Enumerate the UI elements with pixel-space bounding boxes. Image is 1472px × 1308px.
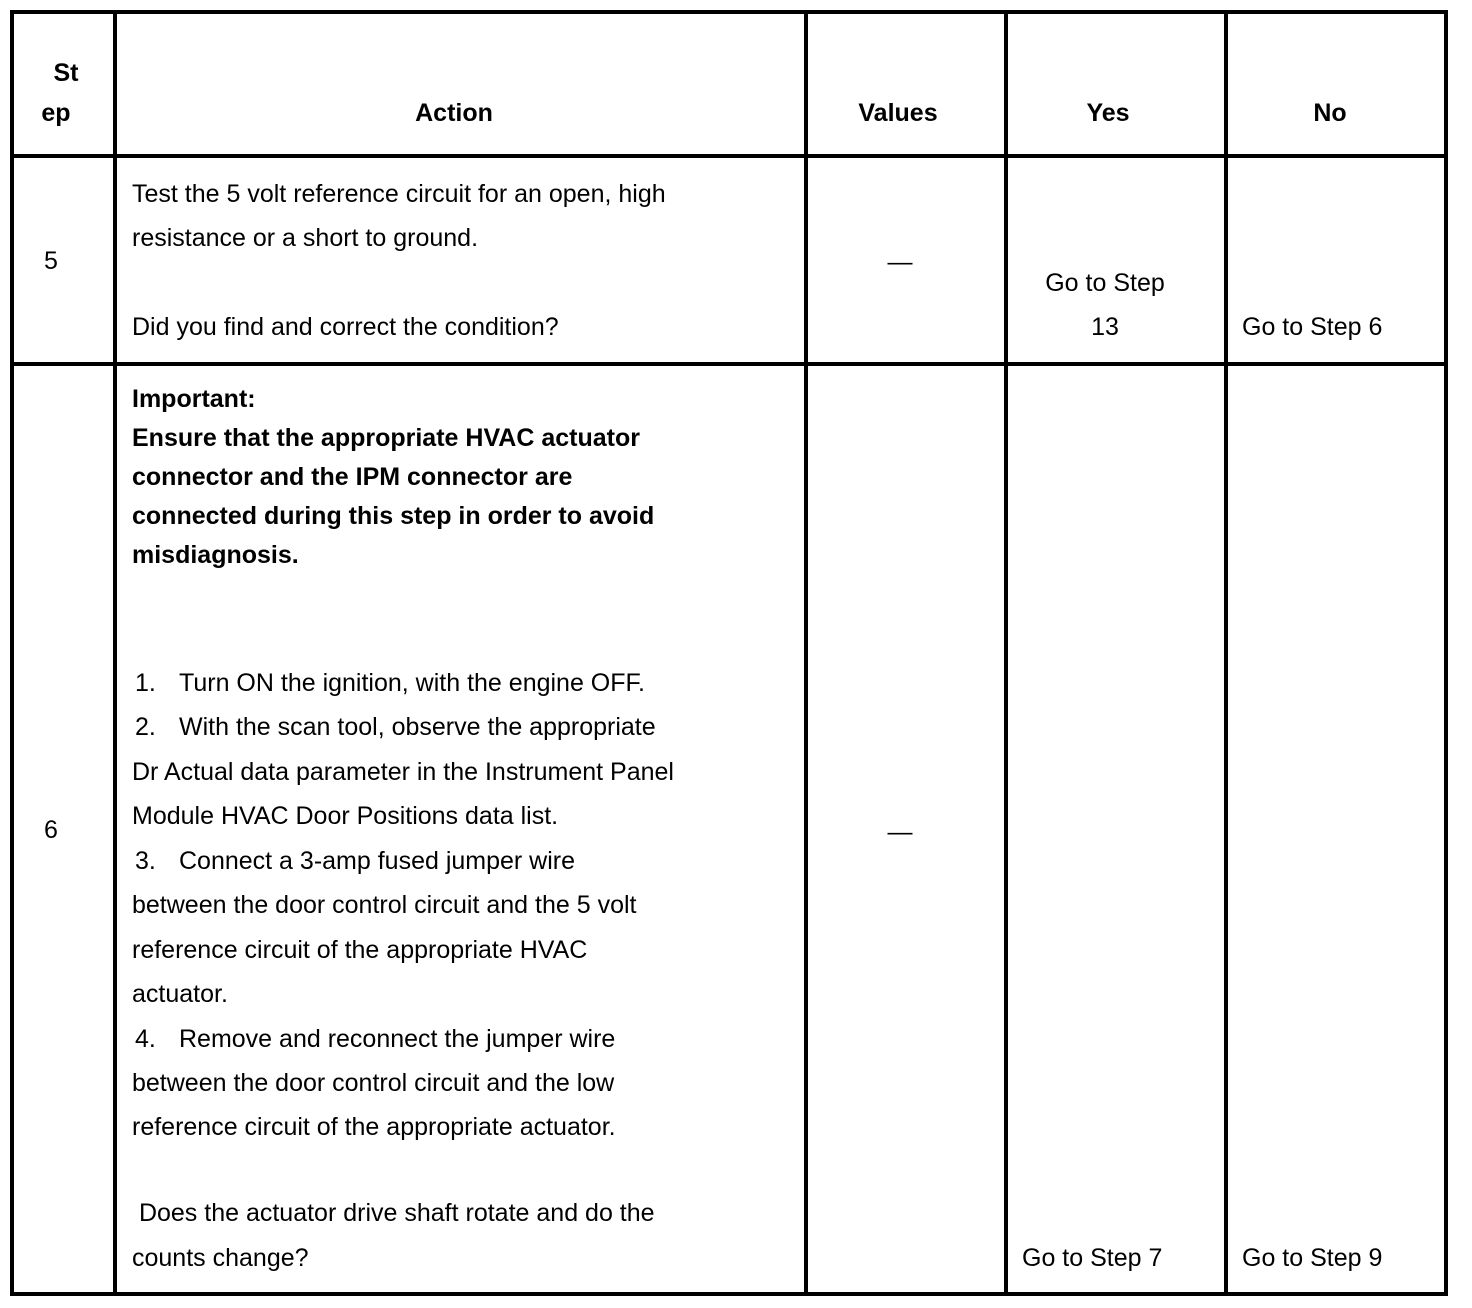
action-text: Test the 5 volt reference circuit for an open, high — [132, 180, 666, 208]
header-yes: Yes — [1086, 99, 1130, 127]
column-divider — [113, 10, 117, 1296]
list-text: between the door control circuit and the 5 volt — [132, 891, 637, 919]
action-question: Does the actuator drive shaft rotate and do the — [132, 1199, 655, 1227]
header-values: Values — [858, 99, 938, 127]
step-number: 5 — [44, 247, 58, 275]
list-text: actuator. — [132, 980, 228, 1008]
list-text: Dr Actual data parameter in the Instrument Panel — [132, 758, 674, 786]
header-step-line2: ep — [41, 99, 71, 127]
action-question: counts change? — [132, 1244, 309, 1272]
list-text: With the scan tool, observe the appropriate — [179, 713, 656, 741]
important-text: misdiagnosis. — [132, 541, 299, 569]
list-text: Remove and reconnect the jumper wire — [179, 1025, 616, 1053]
list-text: Connect a 3-amp fused jumper wire — [179, 847, 576, 875]
row-divider — [10, 362, 1448, 366]
step-number: 6 — [44, 816, 58, 844]
important-label: Important: — [132, 385, 256, 413]
list-number: 3. — [135, 847, 156, 875]
yes-cell: Go to Step 7 — [1022, 1244, 1163, 1272]
table-border-right — [1444, 10, 1448, 1296]
important-text: Ensure that the appropriate HVAC actuator — [132, 424, 640, 452]
list-text: between the door control circuit and the low — [132, 1069, 615, 1097]
no-cell: Go to Step 6 — [1242, 313, 1383, 341]
list-text: Module HVAC Door Positions data list. — [132, 802, 559, 830]
action-question: Did you find and correct the condition? — [132, 313, 559, 341]
important-text: connected during this step in order to avoid — [132, 502, 655, 530]
table-border-bottom — [10, 1292, 1448, 1296]
list-text: Turn ON the ignition, with the engine OFF. — [179, 669, 645, 697]
table-border-top — [10, 10, 1448, 14]
header-action: Action — [415, 99, 493, 127]
list-text: reference circuit of the appropriate actuator. — [132, 1113, 616, 1141]
column-divider — [1004, 10, 1008, 1296]
list-text: reference circuit of the appropriate HVAC — [132, 936, 588, 964]
important-text: connector and the IPM connector are — [132, 463, 573, 491]
values-cell: — — [887, 818, 913, 846]
list-number: 4. — [135, 1025, 156, 1053]
no-cell: Go to Step 9 — [1242, 1244, 1383, 1272]
list-number: 2. — [135, 713, 156, 741]
table-border-left — [10, 10, 14, 1296]
yes-cell-line1: Go to Step — [1045, 269, 1165, 297]
column-divider — [804, 10, 808, 1296]
header-divider — [10, 154, 1448, 158]
values-cell: — — [887, 248, 913, 276]
list-number: 1. — [135, 669, 156, 697]
column-divider — [1224, 10, 1228, 1296]
header-step-line1: St — [53, 59, 79, 87]
action-text: resistance or a short to ground. — [132, 224, 479, 252]
header-no: No — [1313, 99, 1347, 127]
yes-cell-line2: 13 — [1091, 313, 1119, 341]
